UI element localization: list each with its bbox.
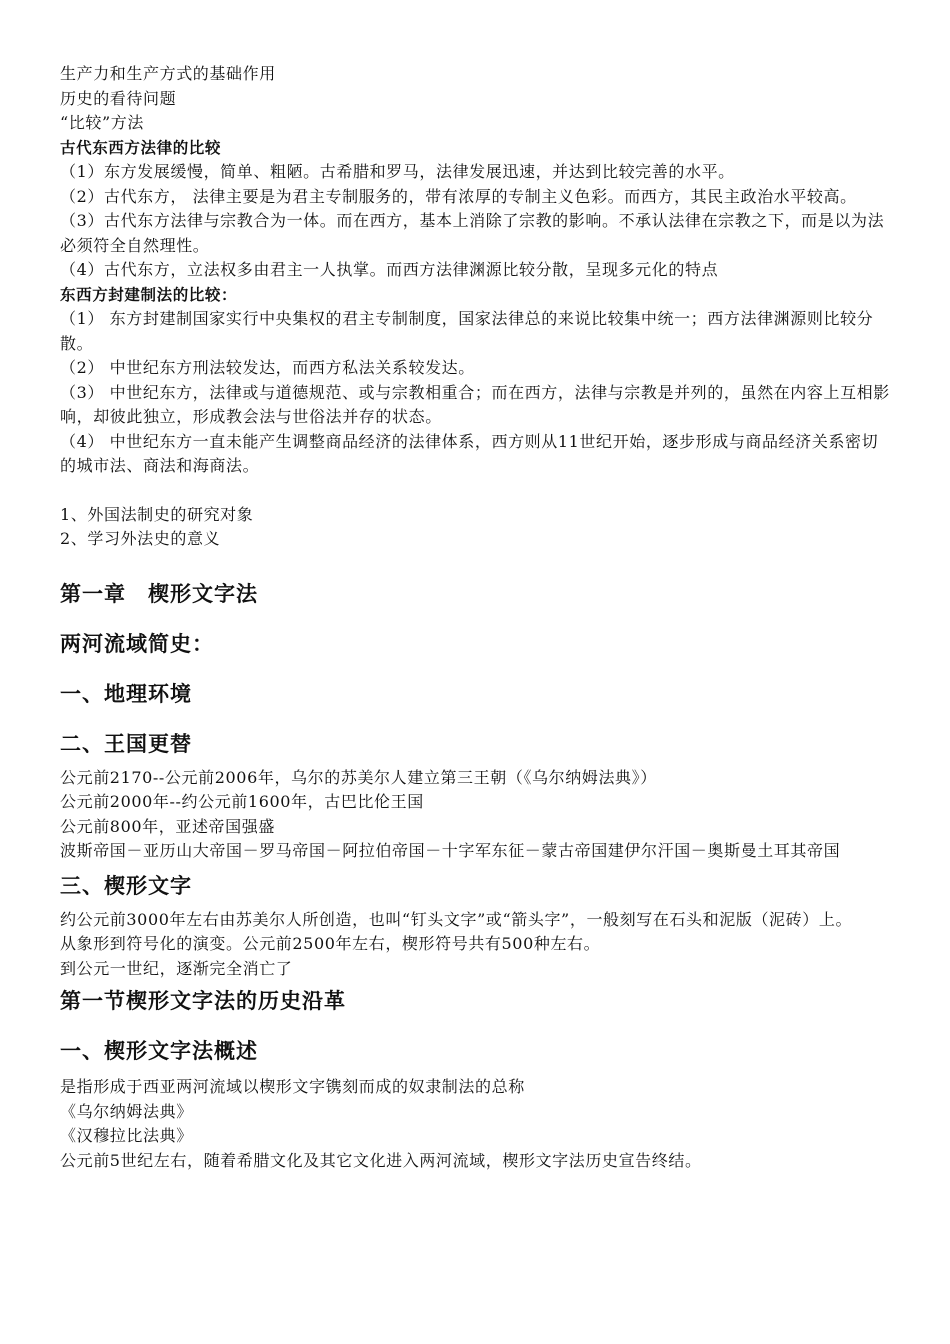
cuneiform-line: 从象形到符号化的演变。公元前2500年左右，楔形符号共有500种左右。	[60, 934, 601, 953]
history-heading: 两河流域简史：	[60, 631, 214, 656]
kingdoms-line: 波斯帝国－亚历山大帝国－罗马帝国－阿拉伯帝国－十字军东征－蒙古帝国建伊尔汗国－奥斯曼土耳其帝国	[60, 841, 841, 860]
ancient-comparison-item: （4）古代东方，立法权多由君主一人执掌。而西方法律渊源比较分散，呈现多元化的特点	[60, 260, 719, 279]
geography-heading: 一、地理环境	[60, 681, 192, 706]
cuneiform-heading: 三、楔形文字	[60, 873, 192, 898]
overview-line: 《汉穆拉比法典》	[60, 1126, 193, 1145]
feudal-comparison-item: （2） 中世纪东方刑法较发达，而西方私法关系较发达。	[60, 358, 475, 377]
overview-line: 是指形成于西亚两河流域以楔形文字镌刻而成的奴隶制法的总称	[60, 1077, 525, 1096]
feudal-comparison-item: （1） 东方封建制国家实行中央集权的君主专制制度，国家法律总的来说比较集中统一；西方法律渊源则比较分散。	[60, 309, 874, 353]
kingdoms-line: 公元前2000年--约公元前1600年，古巴比伦王国	[60, 792, 424, 811]
ancient-comparison-item: （2）古代东方， 法律主要是为君主专制服务的，带有浓厚的专制主义色彩。而西方，其民主政治水平较高。	[60, 186, 857, 206]
kingdoms-line: 公元前800年，亚述帝国强盛	[60, 816, 275, 836]
kingdoms-heading: 二、王国更替	[60, 731, 192, 756]
intro-line: 生产力和生产方式的基础作用	[60, 64, 276, 83]
document-page	[60, 62, 890, 1173]
overview-line: 《乌尔纳姆法典》	[60, 1101, 193, 1121]
chapter-title: 第一章 楔形文字法	[60, 581, 258, 606]
intro-line: “比较”方法	[60, 113, 144, 132]
overview-line: 公元前5世纪左右，随着希腊文化及其它文化进入两河流域，楔形文字法历史宣告终结。	[60, 1150, 702, 1170]
ancient-comparison-heading: 古代东西方法律的比较	[60, 138, 222, 157]
feudal-comparison-item: （4） 中世纪东方一直未能产生调整商品经济的法律体系，西方则从11世纪开始，逐步形成与商品经济关系密切的城市法、商法和海商法。	[60, 431, 879, 475]
question-item: 2、学习外法史的意义	[60, 529, 221, 548]
cuneiform-line: 到公元一世纪，逐渐完全消亡了	[60, 958, 293, 978]
feudal-comparison-item: （3） 中世纪东方，法律或与道德规范、或与宗教相重合；而在西方，法律与宗教是并列的，虽然在内容上互相影响，却彼此独立，形成教会法与世俗法并存的状态。	[60, 382, 890, 426]
feudal-comparison-heading: 东西方封建制法的比较：	[60, 285, 238, 304]
section-title: 第一节楔形文字法的历史沿革	[60, 989, 346, 1013]
question-item: 1、外国法制史的研究对象	[60, 504, 254, 524]
cuneiform-line: 约公元前3000年左右由苏美尔人所创造，也叫“钉头文字”或“箭头字”，一般刻写在石头和泥版（泥砖）上。	[60, 909, 853, 929]
blank-line	[60, 479, 890, 503]
kingdoms-line: 公元前2170--公元前2006年，乌尔的苏美尔人建立第三王朝（《乌尔纳姆法典》）	[60, 767, 657, 787]
ancient-comparison-item: （1）东方发展缓慢，简单、粗陋。古希腊和罗马，法律发展迅速，并达到比较完善的水平。	[60, 162, 735, 181]
overview-heading: 一、楔形文字法概述	[60, 1039, 258, 1063]
intro-line: 历史的看待问题	[60, 88, 177, 108]
ancient-comparison-item: （3）古代东方法律与宗教合为一体。而在西方，基本上消除了宗教的影响。不承认法律在宗教之下，而是以为法必须符全自然理性。	[60, 211, 885, 255]
